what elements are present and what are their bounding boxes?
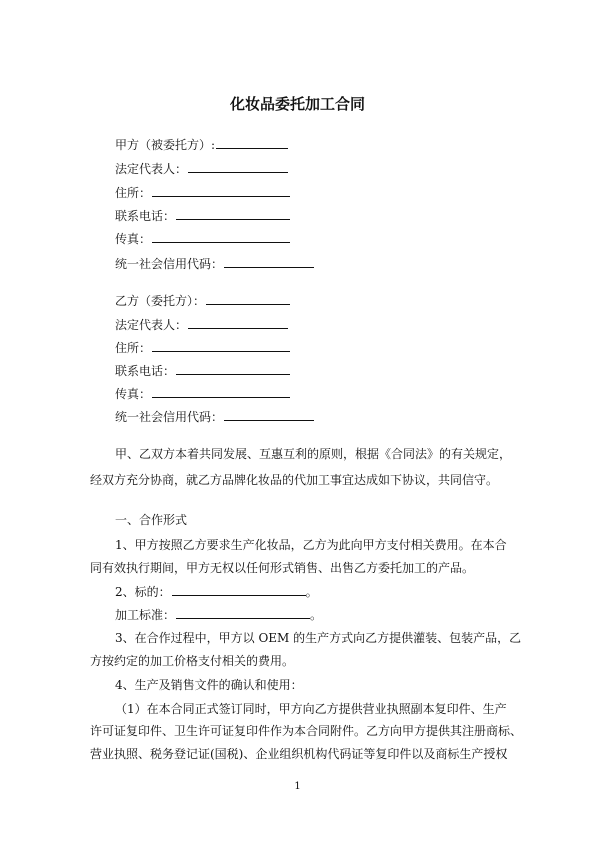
party-b-address (115, 338, 290, 356)
clause-2-standard-period: 。 (310, 608, 323, 622)
party-b-address-label: 住所： (115, 341, 152, 355)
clause-4-1-line-1: （1）在本合同正式签订同时，甲方向乙方提供营业执照副本复印件、生产 (115, 702, 507, 716)
party-b-phone-blank (176, 361, 290, 375)
party-b-rep-blank (188, 315, 288, 329)
party-a-phone-blank (176, 206, 290, 220)
party-a-rep (115, 159, 288, 177)
party-a-credit-code-blank (224, 254, 314, 268)
clause-2-period: 。 (305, 585, 318, 599)
intro-line-1: 甲、乙双方本着共同发展、互惠互利的原则，根据《合同法》的有关规定， (115, 447, 512, 461)
contract-title: 化妆品委托加工合同 (229, 95, 365, 113)
party-a-heading (115, 135, 288, 153)
party-b-credit-code-blank (224, 407, 314, 421)
party-a-credit-code (115, 254, 314, 272)
party-a-phone-label: 联系电话： (115, 209, 176, 223)
clause-2-standard (115, 605, 322, 623)
clause-3-line-2: 方按约定的加工价格支付相关的费用。 (90, 654, 295, 668)
clause-3-line-1: 3、在合作过程中，甲方以 OEM 的生产方式向乙方提供灌装、包装产品，乙 (115, 631, 522, 645)
party-a-credit-code-label: 统一社会信用代码： (115, 257, 224, 271)
party-a-blank (216, 135, 288, 149)
party-a-phone (115, 206, 290, 224)
clause-4-heading: 4、生产及销售文件的确认和使用： (115, 678, 303, 692)
party-b-credit-code-label: 统一社会信用代码： (115, 410, 224, 424)
party-b-fax-label: 传真： (115, 387, 152, 401)
section-1-heading: 一、合作形式 (115, 513, 188, 527)
clause-2-blank (172, 582, 306, 596)
party-b-phone-label: 联系电话： (115, 364, 176, 378)
party-b-rep (115, 315, 288, 333)
party-b-fax-blank (152, 384, 290, 398)
party-b-label: 乙方（委托方）： (115, 294, 206, 308)
party-b-rep-label: 法定代表人： (115, 318, 188, 332)
party-a-address (115, 183, 290, 201)
clause-4-1-line-2: 许可证复印件、卫生许可证复印件作为本合同附件。乙方向甲方提供其注册商标、 (90, 724, 523, 738)
clause-4-1-line-3: 营业执照、税务登记证(国税)、企业组织机构代码证等复印件以及商标生产授权 (90, 747, 508, 761)
party-a-rep-label: 法定代表人： (115, 162, 188, 176)
clause-1-line-1: 1、甲方按照乙方要求生产化妆品，乙方为此向甲方支付相关费用。在本合 (115, 538, 507, 552)
party-a-rep-blank (188, 159, 288, 173)
clause-1-line-2: 同有效执行期间，甲方无权以任何形式销售、出售乙方委托加工的产品。 (90, 561, 475, 575)
party-b-heading (115, 291, 290, 309)
party-b-address-blank (152, 338, 290, 352)
party-b-credit-code (115, 407, 314, 425)
intro-line-2: 经双方充分协商，就乙方品牌化妆品的代加工事宜达成如下协议，共同信守。 (90, 473, 499, 487)
party-b-phone (115, 361, 290, 379)
page-number: 1 (294, 781, 301, 792)
party-a-address-label: 住所： (115, 186, 152, 200)
party-a-fax-label: 传真： (115, 232, 152, 246)
clause-2-label: 2、标的： (115, 585, 171, 599)
party-a-fax (115, 229, 290, 247)
party-b-fax (115, 384, 290, 402)
party-a-label: 甲方（被委托方）: (115, 138, 216, 152)
party-a-fax-blank (152, 229, 290, 243)
party-a-address-blank (152, 183, 290, 197)
clause-2-standard-label: 加工标准： (115, 608, 176, 622)
clause-2-standard-blank (176, 605, 310, 619)
party-b-blank (206, 291, 290, 305)
clause-2-subject (115, 582, 318, 600)
